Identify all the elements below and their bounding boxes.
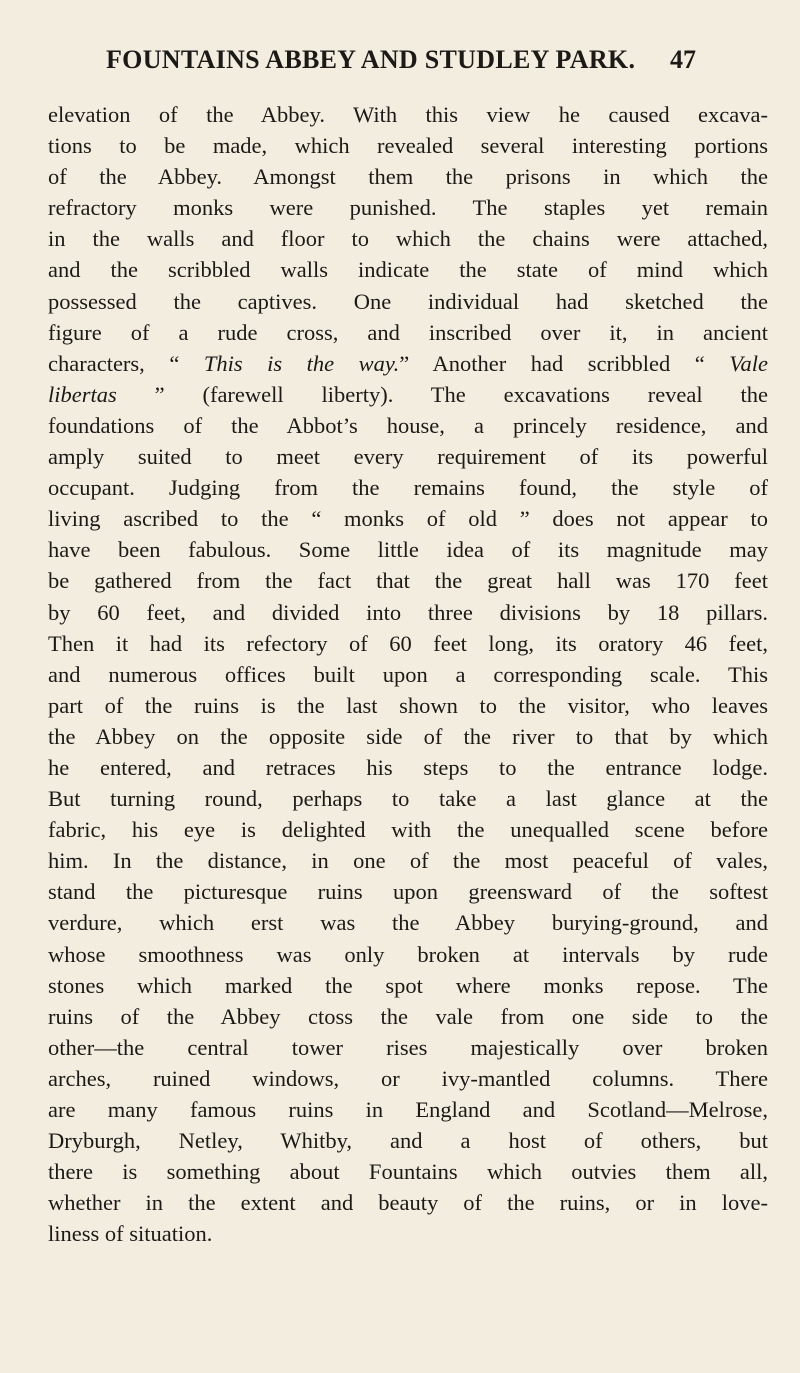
italic-text: Vale (729, 350, 768, 376)
text-segment: arches, ruined windows, or ivy-mantled columns. There (48, 1065, 768, 1091)
text-segment: other—the central tower rises majestically over broken (48, 1034, 768, 1060)
running-head-title: FOUNTAINS ABBEY AND STUDLEY PARK. (106, 45, 636, 74)
text-line (48, 565, 768, 596)
text-segment: elevation of the Abbey. With this view he caused excava- (48, 102, 768, 127)
page-number: 47 (670, 45, 696, 74)
text-segment: of the Abbey. Amongst them the prisons in which the (48, 164, 768, 190)
text-line (48, 628, 768, 659)
text-segment: part of the ruins is the last shown to the visitor, who leaves (48, 692, 768, 718)
text-line (48, 223, 768, 254)
italic-text: This is the way. (203, 350, 400, 376)
text-line (48, 317, 768, 348)
text-segment: stand the picturesque ruins upon greensward of the softest (48, 879, 768, 905)
text-line (48, 1218, 768, 1249)
text-segment: whether in the extent and beauty of the ruins, or in love- (48, 1190, 768, 1216)
text-line (48, 814, 768, 845)
text-segment: figure of a rude cross, and inscribed over it, in ancient (48, 319, 768, 345)
text-segment: by 60 feet, and divided into three divisions by 18 pillars. (48, 599, 768, 625)
text-line (48, 534, 768, 565)
text-line (48, 410, 768, 441)
text-line (48, 130, 768, 161)
text-segment: liness of situation. (48, 1221, 213, 1247)
text-line (48, 939, 768, 970)
text-segment: foundations of the Abbot’s house, a princely residence, and (48, 412, 768, 438)
text-segment: But turning round, perhaps to take a last glance at the (48, 786, 768, 812)
text-segment: are many famous ruins in England and Scotland—Melrose, (48, 1097, 768, 1122)
text-line (48, 161, 768, 192)
text-line (48, 659, 768, 690)
text-segment: amply suited to meet every requirement of its powerful (48, 444, 768, 470)
text-segment: fabric, his eye is delighted with the unequalled scene before (48, 817, 768, 843)
text-segment: characters, “ (48, 350, 204, 376)
text-line (48, 348, 768, 379)
text-segment: ” (farewell liberty). The excavations reveal the (116, 381, 768, 407)
text-line (48, 503, 768, 534)
text-line (48, 690, 768, 721)
text-segment: the Abbey on the opposite side of the river to that by which (48, 723, 768, 749)
text-line (48, 970, 768, 1001)
text-segment: verdure, which erst was the Abbey burying-ground, and (48, 910, 768, 936)
text-segment: there is something about Fountains which outvies them all, (48, 1159, 768, 1185)
text-line (48, 254, 768, 285)
body-text (48, 99, 768, 1249)
text-line (48, 845, 768, 876)
text-line (48, 1063, 768, 1094)
text-line (48, 876, 768, 907)
text-segment: whose smoothness was only broken at intervals by rude (48, 941, 768, 967)
text-segment: Then it had its refectory of 60 feet long, its oratory 46 feet, (48, 630, 768, 656)
text-line (48, 1094, 768, 1125)
text-line (48, 907, 768, 938)
text-segment: have been fabulous. Some little idea of its magnitude may (48, 537, 768, 563)
text-segment: ” Another had scribbled “ (399, 350, 730, 376)
text-line (48, 472, 768, 503)
running-head (0, 40, 800, 80)
text-line (48, 379, 768, 410)
text-line (48, 1001, 768, 1032)
text-segment: tions to be made, which revealed several interesting portions (48, 133, 768, 159)
text-segment: him. In the distance, in one of the most peaceful of vales, (48, 848, 768, 874)
text-line (48, 1032, 768, 1063)
text-line (48, 721, 768, 752)
text-line (48, 192, 768, 223)
text-segment: stones which marked the spot where monks repose. The (48, 972, 768, 998)
italic-text: libertas (48, 381, 117, 407)
text-line (48, 441, 768, 472)
text-segment: and numerous offices built upon a corresponding scale. This (48, 661, 768, 687)
text-segment: living ascribed to the “ monks of old ” does not appear to (48, 506, 768, 532)
text-line (48, 1125, 768, 1156)
text-segment: ruins of the Abbey ctoss the vale from one side to the (48, 1003, 768, 1029)
text-segment: he entered, and retraces his steps to the entrance lodge. (48, 754, 768, 780)
text-line (48, 286, 768, 317)
text-line (48, 99, 768, 130)
text-segment: refractory monks were punished. The staples yet remain (48, 195, 768, 221)
text-line (48, 1187, 768, 1218)
text-line (48, 1156, 768, 1187)
text-segment: possessed the captives. One individual had sketched the (48, 288, 768, 314)
text-line (48, 783, 768, 814)
text-segment: occupant. Judging from the remains found, the style of (48, 475, 768, 501)
text-line (48, 752, 768, 783)
text-segment: be gathered from the fact that the great hall was 170 feet (48, 568, 768, 594)
text-segment: Dryburgh, Netley, Whitby, and a host of others, but (48, 1128, 768, 1154)
text-segment: in the walls and floor to which the chains were attached, (48, 226, 768, 252)
text-segment: and the scribbled walls indicate the state of mind which (48, 257, 768, 283)
text-line (48, 597, 768, 628)
